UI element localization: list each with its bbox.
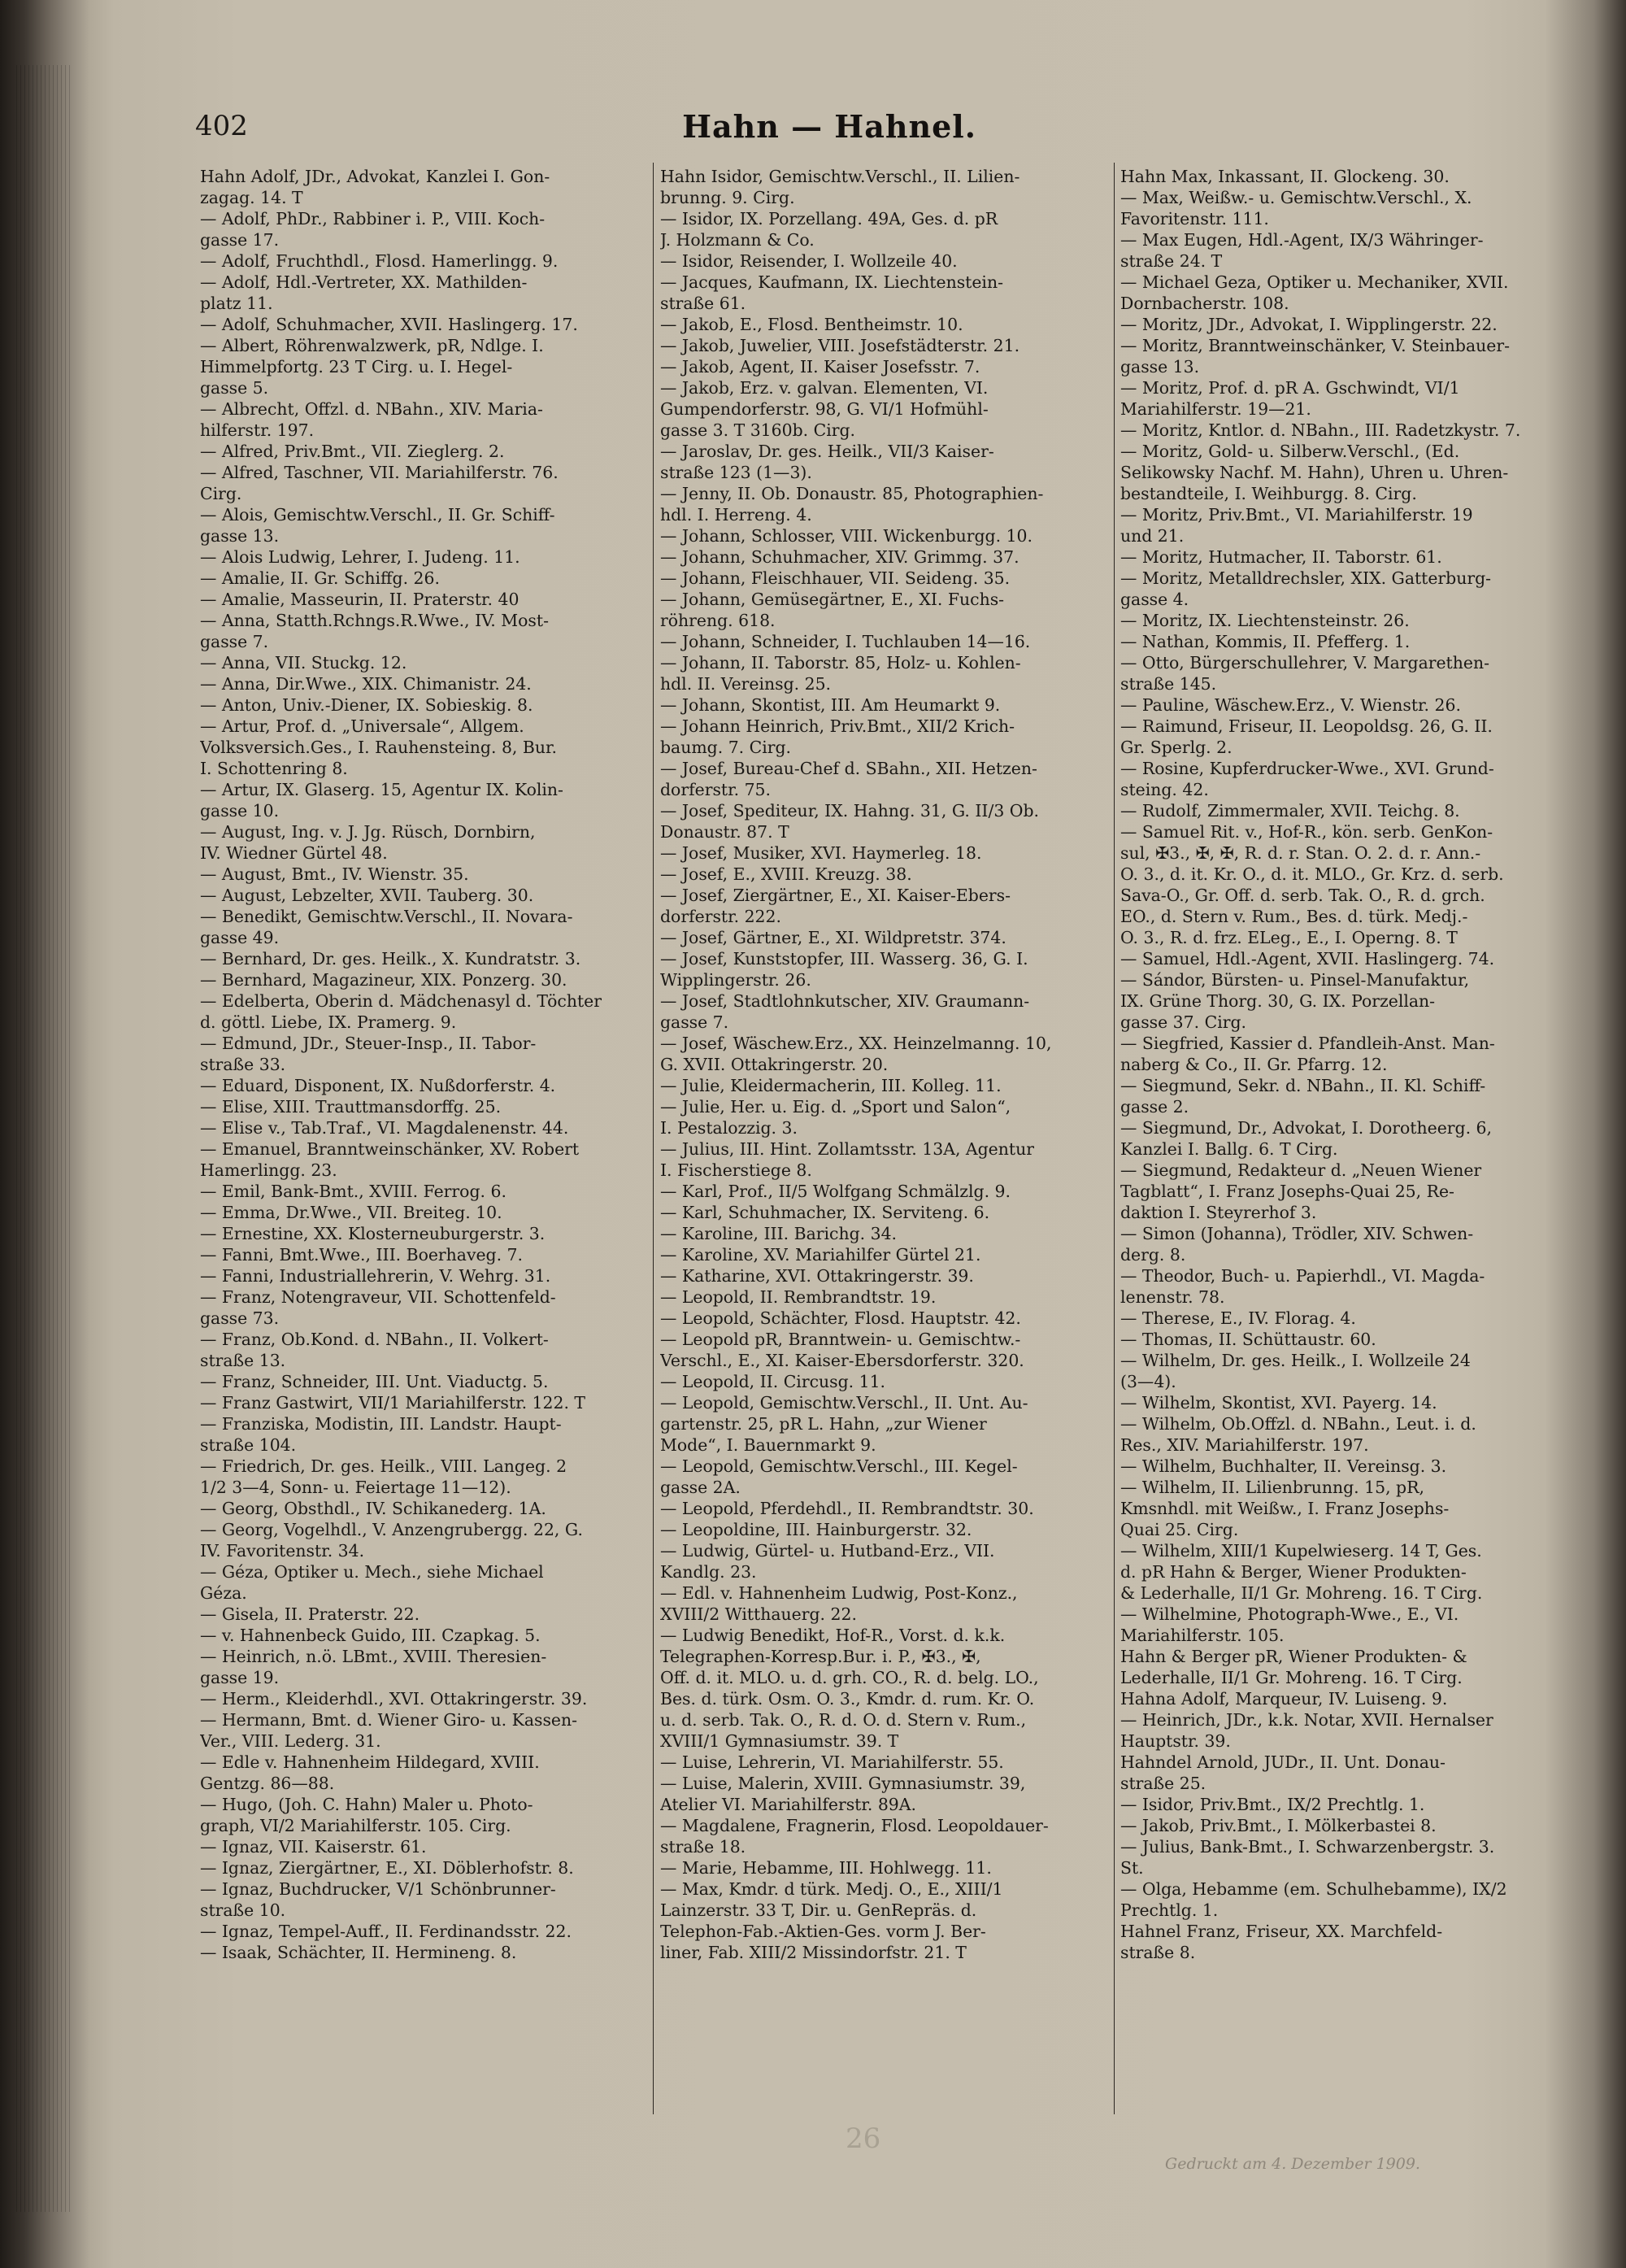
directory-entry-line: — Adolf, Fruchthdl., Flosd. Hamerlingg. 9. xyxy=(200,251,559,271)
directory-entry-line: — Sándor, Bürsten- u. Pinsel-Manufaktur, xyxy=(1120,970,1470,990)
directory-entry-line: — Wilhelm, XIII/1 Kupelwieserg. 14 T, Ges. xyxy=(1120,1541,1482,1561)
directory-entry-line: I. Schottenring 8. xyxy=(200,759,348,778)
directory-entry-line: — Adolf, Schuhmacher, XVII. Haslingerg. 17. xyxy=(200,315,578,334)
directory-entry-line: d. pR Hahn & Berger, Wiener Produkten- xyxy=(1120,1562,1467,1582)
directory-entry-line: — Rosine, Kupferdrucker-Wwe., XVI. Grund- xyxy=(1120,759,1494,778)
directory-entry-line: — Amalie, II. Gr. Schiffg. 26. xyxy=(200,568,440,588)
directory-entry-line: straße 18. xyxy=(660,1837,746,1857)
directory-entry-line: straße 61. xyxy=(660,294,746,313)
directory-entry-line: Bes. d. türk. Osm. O. 3., Kmdr. d. rum. Kr. O. xyxy=(660,1689,1035,1709)
directory-entry-line: bestandteile, I. Weihburgg. 8. Cirg. xyxy=(1120,484,1417,503)
directory-entry-line: röhreng. 618. xyxy=(660,611,776,630)
directory-entry-line: straße 123 (1—3). xyxy=(660,463,812,482)
directory-entry-line: Lederhalle, II/1 Gr. Mohreng. 16. T Cirg. xyxy=(1120,1668,1463,1687)
directory-entry-line: gasse 13. xyxy=(200,526,280,546)
directory-entry-line: Verschl., E., XI. Kaiser-Ebersdorferstr. 320. xyxy=(660,1351,1024,1370)
directory-entry-line: Himmelpfortg. 23 T Cirg. u. I. Hegel- xyxy=(200,357,513,377)
directory-entry-line: IX. Grüne Thorg. 30, G. IX. Porzellan- xyxy=(1120,991,1436,1011)
directory-entry-line: naberg & Co., II. Gr. Pfarrg. 12. xyxy=(1120,1055,1388,1074)
directory-entry-line: Volksversich.Ges., I. Rauhensteing. 8, Bur. xyxy=(200,738,557,757)
directory-entry-line: — Bernhard, Magazineur, XIX. Ponzerg. 30. xyxy=(200,970,567,990)
directory-entry-line: — Julie, Her. u. Eig. d. „Sport und Salon“, xyxy=(660,1097,1011,1117)
directory-entry-line: — Elise, XIII. Trauttmansdorffg. 25. xyxy=(200,1097,502,1117)
directory-entry-line: — Jakob, Erz. v. galvan. Elementen, VI. xyxy=(660,378,989,398)
directory-entry-line: Mode“, I. Bauernmarkt 9. xyxy=(660,1435,876,1455)
directory-entry-line: — Johann, Fleischhauer, VII. Seideng. 35. xyxy=(660,568,1011,588)
directory-entry-line: — Moritz, Priv.Bmt., VI. Mariahilferstr. 19 xyxy=(1120,505,1473,525)
directory-entry-line: — Franz, Notengraveur, VII. Schottenfeld- xyxy=(200,1287,556,1307)
page-header xyxy=(195,102,1463,150)
directory-entry-line: — Isaak, Schächter, II. Hermineng. 8. xyxy=(200,1943,517,1962)
directory-entry-line: straße 24. T xyxy=(1120,251,1223,271)
directory-entry-line: — Emil, Bank-Bmt., XVIII. Ferrog. 6. xyxy=(200,1182,506,1201)
directory-entry-line: — Simon (Johanna), Trödler, XIV. Schwen- xyxy=(1120,1224,1474,1243)
show-through-page-number: 26 xyxy=(846,2122,881,2155)
directory-entry-line: — Leopold pR, Branntwein- u. Gemischtw.- xyxy=(660,1330,1021,1349)
directory-entry-line: — Siegmund, Redakteur d. „Neuen Wiener xyxy=(1120,1160,1482,1180)
directory-entry-line: Quai 25. Cirg. xyxy=(1120,1520,1239,1539)
running-head: Hahn — Hahnel. xyxy=(682,108,976,145)
directory-entry-line: — Edelberta, Oberin d. Mädchenasyl d. Töchter xyxy=(200,991,602,1011)
directory-entry-line: — Johann, Gemüsegärtner, E., XI. Fuchs- xyxy=(660,590,1005,609)
directory-entry-line: — Alois, Gemischtw.Verschl., II. Gr. Schiff- xyxy=(200,505,555,525)
directory-entry-line: — Anna, Dir.Wwe., XIX. Chimanistr. 24. xyxy=(200,674,532,694)
directory-entry-line: — Johann, Schneider, I. Tuchlauben 14—16. xyxy=(660,632,1031,651)
directory-entry-line: Res., XIV. Mariahilferstr. 197. xyxy=(1120,1435,1369,1455)
directory-entry-line: gasse 49. xyxy=(200,928,280,947)
directory-entry-line: gasse 7. xyxy=(200,632,269,651)
directory-entry-line: Kandlg. 23. xyxy=(660,1562,757,1582)
directory-entry-line: — Benedikt, Gemischtw.Verschl., II. Novara- xyxy=(200,907,573,926)
directory-entry-line: — Isidor, IX. Porzellang. 49A, Ges. d. pR xyxy=(660,209,998,229)
directory-entry-line: — Samuel Rit. v., Hof-R., kön. serb. GenKon- xyxy=(1120,822,1493,842)
directory-entry-line: — Moritz, Metalldrechsler, XIX. Gatterburg- xyxy=(1120,568,1492,588)
directory-entry-line: Donaustr. 87. T xyxy=(660,822,789,842)
directory-entry-line: — Otto, Bürgerschullehrer, V. Margarethen- xyxy=(1120,653,1489,673)
directory-entry-line: dorferstr. 75. xyxy=(660,780,771,799)
directory-entry-line: — Michael Geza, Optiker u. Mechaniker, XVII. xyxy=(1120,272,1509,292)
directory-entry-line: u. d. serb. Tak. O., R. d. O. d. Stern v. Rum., xyxy=(660,1710,1027,1730)
directory-entry-line: — Josef, Ziergärtner, E., XI. Kaiser-Ebers- xyxy=(660,886,1011,905)
directory-entry-line: — Amalie, Masseurin, II. Praterstr. 40 xyxy=(200,590,520,609)
directory-entry-line: EO., d. Stern v. Rum., Bes. d. türk. Medj.- xyxy=(1120,907,1468,926)
directory-entry-line: Hauptstr. 39. xyxy=(1120,1731,1231,1751)
directory-entry-line: — Alfred, Priv.Bmt., VII. Zieglerg. 2. xyxy=(200,442,505,461)
directory-entry-line: — Franziska, Modistin, III. Landstr. Haupt- xyxy=(200,1414,562,1434)
directory-entry-line: — Friedrich, Dr. ges. Heilk., VIII. Langeg. 2 xyxy=(200,1456,567,1476)
directory-entry-line: — Leopold, Gemischtw.Verschl., III. Kegel- xyxy=(660,1456,1018,1476)
directory-entry-line: Kanzlei I. Ballg. 6. T Cirg. xyxy=(1120,1139,1338,1159)
directory-entry-line: — August, Ing. v. J. Jg. Rüsch, Dornbirn, xyxy=(200,822,536,842)
directory-entry-line: — Anna, VII. Stuckg. 12. xyxy=(200,653,407,673)
directory-entry-line: — Moritz, Branntweinschänker, V. Steinbauer- xyxy=(1120,336,1510,355)
print-date-stamp: Gedruckt am 4. Dezember 1909. xyxy=(1165,2155,1420,2173)
directory-entry-line: — Ignaz, Ziergärtner, E., XI. Döblerhofstr. 8. xyxy=(200,1858,574,1878)
directory-entry-line: — Anton, Univ.-Diener, IX. Sobieskig. 8. xyxy=(200,695,533,715)
directory-entry-line: Hamerlingg. 23. xyxy=(200,1160,337,1180)
directory-entry-line: Hahn Max, Inkassant, II. Glockeng. 30. xyxy=(1120,167,1450,186)
directory-entry-line: — Nathan, Kommis, II. Pfefferg. 1. xyxy=(1120,632,1411,651)
directory-entry-line: — Josef, E., XVIII. Kreuzg. 38. xyxy=(660,864,912,884)
directory-entry-line: — Heinrich, JDr., k.k. Notar, XVII. Hernalser xyxy=(1120,1710,1493,1730)
directory-entry-line: Ver., VIII. Lederg. 31. xyxy=(200,1731,381,1751)
directory-entry-line: — Ludwig, Gürtel- u. Hutband-Erz., VII. xyxy=(660,1541,995,1561)
directory-entry-line: — Franz, Schneider, III. Unt. Viaductg. 5. xyxy=(200,1372,549,1391)
directory-entry-line: & Lederhalle, II/1 Gr. Mohreng. 16. T Cirg. xyxy=(1120,1583,1483,1603)
directory-entry-line: — Emanuel, Branntweinschänker, XV. Robert xyxy=(200,1139,580,1159)
directory-entry-line: — Luise, Malerin, XVIII. Gymnasiumstr. 39, xyxy=(660,1774,1026,1793)
directory-entry-line: Hahndel Arnold, JUDr., II. Unt. Donau- xyxy=(1120,1752,1446,1772)
directory-entry-line: — Johann, Schuhmacher, XIV. Grimmg. 37. xyxy=(660,547,1020,567)
directory-entry-line: — Edle v. Hahnenheim Hildegard, XVIII. xyxy=(200,1752,540,1772)
directory-entry-line: Mariahilferstr. 105. xyxy=(1120,1626,1285,1645)
directory-entry-line: steing. 42. xyxy=(1120,780,1209,799)
directory-entry-line: — Moritz, Gold- u. Silberw.Verschl., (Ed. xyxy=(1120,442,1460,461)
directory-entry-line: derg. 8. xyxy=(1120,1245,1186,1265)
directory-entry-line: — Josef, Spediteur, IX. Hahng. 31, G. II/3 Ob. xyxy=(660,801,1040,821)
directory-entry-line: gasse 17. xyxy=(200,230,280,250)
directory-entry-line: St. xyxy=(1120,1858,1144,1878)
directory-entry-line: — Heinrich, n.ö. LBmt., XVIII. Theresien- xyxy=(200,1647,547,1666)
directory-entry-line: — Wilhelm, Ob.Offzl. d. NBahn., Leut. i. d. xyxy=(1120,1414,1476,1434)
directory-entry-line: — Moritz, JDr., Advokat, I. Wipplingerstr. 22. xyxy=(1120,315,1498,334)
directory-column-2 xyxy=(660,166,1103,2118)
directory-entry-line: IV. Wiedner Gürtel 48. xyxy=(200,843,388,863)
directory-entry-line: — Julius, III. Hint. Zollamtsstr. 13A, Agentur xyxy=(660,1139,1034,1159)
directory-entry-line: — Albrecht, Offzl. d. NBahn., XIV. Maria- xyxy=(200,399,543,419)
directory-entry-line: — Wilhelm, Buchhalter, II. Vereinsg. 3. xyxy=(1120,1456,1447,1476)
directory-entry-line: Géza. xyxy=(200,1583,247,1603)
directory-entry-line: — Ernestine, XX. Klosterneuburgerstr. 3. xyxy=(200,1224,546,1243)
directory-entry-line: — Julie, Kleidermacherin, III. Kolleg. 11. xyxy=(660,1076,1002,1095)
column-divider xyxy=(653,163,654,2114)
directory-entry-line: — Olga, Hebamme (em. Schulhebamme), IX/2 xyxy=(1120,1879,1507,1899)
directory-entry-line: — Raimund, Friseur, II. Leopoldsg. 26, G. II. xyxy=(1120,716,1493,736)
directory-entry-line: straße 10. xyxy=(200,1900,286,1920)
directory-entry-line: — Josef, Bureau-Chef d. SBahn., XII. Hetzen- xyxy=(660,759,1037,778)
directory-entry-line: — Karl, Schuhmacher, IX. Serviteng. 6. xyxy=(660,1203,990,1222)
directory-entry-line: — Luise, Lehrerin, VI. Mariahilferstr. 55. xyxy=(660,1752,1004,1772)
directory-entry-line: — Franz Gastwirt, VII/1 Mariahilferstr. 122. T xyxy=(200,1393,586,1413)
directory-entry-line: — Pauline, Wäschew.Erz., V. Wienstr. 26. xyxy=(1120,695,1461,715)
directory-entry-line: — Elise v., Tab.Traf., VI. Magdalenenstr. 44. xyxy=(200,1118,569,1138)
directory-entry-line: — v. Hahnenbeck Guido, III. Czapkag. 5. xyxy=(200,1626,541,1645)
directory-entry-line: — Moritz, Hutmacher, II. Taborstr. 61. xyxy=(1120,547,1442,567)
directory-entry-line: — Wilhelm, II. Lilienbrunng. 15, pR, xyxy=(1120,1478,1424,1497)
directory-entry-line: 1/2 3—4, Sonn- u. Feiertage 11—12). xyxy=(200,1478,511,1497)
directory-entry-line: — Josef, Musiker, XVI. Haymerleg. 18. xyxy=(660,843,982,863)
directory-entry-line: — Isidor, Priv.Bmt., IX/2 Prechtlg. 1. xyxy=(1120,1795,1425,1814)
directory-entry-line: — Herm., Kleiderhdl., XVI. Ottakringerstr. 39. xyxy=(200,1689,588,1709)
directory-entry-line: — Fanni, Bmt.Wwe., III. Boerhaveg. 7. xyxy=(200,1245,524,1265)
directory-entry-line: Gentzg. 86—88. xyxy=(200,1774,335,1793)
directory-entry-line: — Albert, Röhrenwalzwerk, pR, Ndlge. I. xyxy=(200,336,544,355)
directory-entry-line: Selikowsky Nachf. M. Hahn), Uhren u. Uhren- xyxy=(1120,463,1509,482)
directory-entry-line: sul, ✠3., ✠, ✠, R. d. r. Stan. O. 2. d. r. Ann.- xyxy=(1120,843,1481,863)
directory-entry-line: Off. d. it. MLO. u. d. grh. CO., R. d. belg. LO., xyxy=(660,1668,1039,1687)
directory-entry-line: hdl. II. Vereinsg. 25. xyxy=(660,674,832,694)
directory-entry-line: gasse 10. xyxy=(200,801,280,821)
directory-entry-line: Mariahilferstr. 19—21. xyxy=(1120,399,1311,419)
directory-entry-line: — Karoline, III. Barichg. 34. xyxy=(660,1224,898,1243)
page-number: 402 xyxy=(195,110,248,142)
directory-entry-line: — Franz, Ob.Kond. d. NBahn., II. Volkert- xyxy=(200,1330,549,1349)
directory-entry-line: straße 8. xyxy=(1120,1943,1196,1962)
directory-entry-line: Telegraphen-Korresp.Bur. i. P., ✠3., ✠, xyxy=(660,1647,981,1666)
directory-entry-line: — Hermann, Bmt. d. Wiener Giro- u. Kassen- xyxy=(200,1710,578,1730)
directory-entry-line: gasse 3. T 3160b. Cirg. xyxy=(660,420,856,440)
directory-entry-line: hilferstr. 197. xyxy=(200,420,315,440)
directory-entry-line: — Leopold, II. Circusg. 11. xyxy=(660,1372,886,1391)
directory-entry-line: — Johann Heinrich, Priv.Bmt., XII/2 Krich- xyxy=(660,716,1015,736)
directory-entry-line: I. Fischerstiege 8. xyxy=(660,1160,812,1180)
directory-entry-line: — Magdalene, Fragnerin, Flosd. Leopoldauer- xyxy=(660,1816,1049,1835)
directory-entry-line: gasse 5. xyxy=(200,378,269,398)
directory-entry-line: — Fanni, Industriallehrerin, V. Wehrg. 31. xyxy=(200,1266,551,1286)
directory-entry-line: — August, Lebzelter, XVII. Tauberg. 30. xyxy=(200,886,534,905)
directory-entry-line: — Hugo, (Joh. C. Hahn) Maler u. Photo- xyxy=(200,1795,533,1814)
directory-entry-line: straße 104. xyxy=(200,1435,297,1455)
directory-entry-line: — Ignaz, Tempel-Auff., II. Ferdinandsstr. 22. xyxy=(200,1922,572,1941)
directory-entry-line: gasse 2A. xyxy=(660,1478,741,1497)
directory-entry-line: Cirg. xyxy=(200,484,242,503)
directory-entry-line: — Leopoldine, III. Hainburgerstr. 32. xyxy=(660,1520,972,1539)
directory-entry-line: gasse 4. xyxy=(1120,590,1189,609)
directory-entry-line: J. Holzmann & Co. xyxy=(660,230,815,250)
directory-entry-line: — Leopold, Gemischtw.Verschl., II. Unt. Au- xyxy=(660,1393,1028,1413)
directory-entry-line: gasse 2. xyxy=(1120,1097,1189,1117)
directory-entry-line: platz 11. xyxy=(200,294,273,313)
directory-entry-line: — Leopold, Schächter, Flosd. Hauptstr. 42. xyxy=(660,1308,1021,1328)
directory-entry-line: — Artur, IX. Glaserg. 15, Agentur IX. Kolin- xyxy=(200,780,563,799)
directory-entry-line: — Leopold, II. Rembrandtstr. 19. xyxy=(660,1287,937,1307)
directory-entry-line: — Thomas, II. Schüttaustr. 60. xyxy=(1120,1330,1376,1349)
directory-entry-line: — Ignaz, VII. Kaiserstr. 61. xyxy=(200,1837,427,1857)
directory-entry-line: straße 25. xyxy=(1120,1774,1206,1793)
directory-entry-line: baumg. 7. Cirg. xyxy=(660,738,792,757)
directory-entry-line: — Gisela, II. Praterstr. 22. xyxy=(200,1604,420,1624)
directory-entry-line: — Siegfried, Kassier d. Pfandleih-Anst. Man- xyxy=(1120,1034,1495,1053)
directory-entry-line: — Wilhelmine, Photograph-Wwe., E., VI. xyxy=(1120,1604,1459,1624)
directory-entry-line: Wipplingerstr. 26. xyxy=(660,970,811,990)
directory-entry-line: — Bernhard, Dr. ges. Heilk., X. Kundratstr. 3. xyxy=(200,949,581,969)
directory-entry-line: — Karl, Prof., II/5 Wolfgang Schmälzlg. 9. xyxy=(660,1182,1011,1201)
directory-entry-line: — Ignaz, Buchdrucker, V/1 Schönbrunner- xyxy=(200,1879,556,1899)
directory-entry-line: — Jakob, Juwelier, VIII. Josefstädterstr. 21. xyxy=(660,336,1020,355)
directory-entry-line: — Jaroslav, Dr. ges. Heilk., VII/3 Kaiser- xyxy=(660,442,994,461)
directory-entry-line: — Jakob, E., Flosd. Bentheimstr. 10. xyxy=(660,315,963,334)
directory-entry-line: — Karoline, XV. Mariahilfer Gürtel 21. xyxy=(660,1245,981,1265)
directory-entry-line: Gr. Sperlg. 2. xyxy=(1120,738,1233,757)
directory-entry-line: — Artur, Prof. d. „Universale“, Allgem. xyxy=(200,716,524,736)
directory-entry-line: zagag. 14. T xyxy=(200,188,303,207)
directory-entry-line: G. XVII. Ottakringerstr. 20. xyxy=(660,1055,889,1074)
directory-entry-line: XVIII/1 Gymnasiumstr. 39. T xyxy=(660,1731,899,1751)
directory-entry-line: straße 33. xyxy=(200,1055,286,1074)
directory-entry-line: gasse 13. xyxy=(1120,357,1200,377)
directory-entry-line: Hahn Isidor, Gemischtw.Verschl., II. Lilien- xyxy=(660,167,1020,186)
directory-entry-line: — Katharine, XVI. Ottakringerstr. 39. xyxy=(660,1266,974,1286)
directory-entry-line: — Edmund, JDr., Steuer-Insp., II. Tabor- xyxy=(200,1034,537,1053)
directory-entry-line: — Wilhelm, Skontist, XVI. Payerg. 14. xyxy=(1120,1393,1437,1413)
directory-entry-line: — Moritz, IX. Liechtensteinstr. 26. xyxy=(1120,611,1410,630)
directory-entry-line: — Max, Kmdr. d türk. Medj. O., E., XIII/1 xyxy=(660,1879,1003,1899)
directory-entry-line: — Jakob, Agent, II. Kaiser Josefsstr. 7. xyxy=(660,357,980,377)
directory-entry-line: — August, Bmt., IV. Wienstr. 35. xyxy=(200,864,469,884)
directory-entry-line: daktion I. Steyrerhof 3. xyxy=(1120,1203,1317,1222)
directory-entry-line: Dornbacherstr. 108. xyxy=(1120,294,1289,313)
directory-entry-line: — Emma, Dr.Wwe., VII. Breiteg. 10. xyxy=(200,1203,502,1222)
directory-column-3 xyxy=(1120,166,1563,2118)
directory-entry-line: — Jacques, Kaufmann, IX. Liechtenstein- xyxy=(660,272,1003,292)
directory-entry-line: lenenstr. 78. xyxy=(1120,1287,1225,1307)
directory-entry-line: gasse 19. xyxy=(200,1668,280,1687)
directory-entry-line: XVIII/2 Witthauerg. 22. xyxy=(660,1604,857,1624)
directory-entry-line: — Marie, Hebamme, III. Hohlwegg. 11. xyxy=(660,1858,992,1878)
directory-entry-line: Lainzerstr. 33 T, Dir. u. GenRepräs. d. xyxy=(660,1900,977,1920)
directory-entry-line: (3—4). xyxy=(1120,1372,1176,1391)
directory-entry-line: — Leopold, Pferdehdl., II. Rembrandtstr. 30. xyxy=(660,1499,1034,1518)
directory-entry-line: Prechtlg. 1. xyxy=(1120,1900,1219,1920)
directory-entry-line: IV. Favoritenstr. 34. xyxy=(200,1541,365,1561)
directory-entry-line: Hahn Adolf, JDr., Advokat, Kanzlei I. Gon- xyxy=(200,167,550,186)
directory-entry-line: — Josef, Gärtner, E., XI. Wildpretstr. 374. xyxy=(660,928,1006,947)
directory-entry-line: — Rudolf, Zimmermaler, XVII. Teichg. 8. xyxy=(1120,801,1460,821)
directory-column-1 xyxy=(200,166,643,2118)
directory-entry-line: O. 3., R. d. frz. ELeg., E., I. Operng. 8. T xyxy=(1120,928,1458,947)
directory-entry-line: — Johann, Schlosser, VIII. Wickenburgg. 10. xyxy=(660,526,1033,546)
directory-entry-line: O. 3., d. it. Kr. O., d. it. MLO., Gr. Krz. d. serb. xyxy=(1120,864,1504,884)
directory-entry-line: — Max Eugen, Hdl.-Agent, IX/3 Währinger- xyxy=(1120,230,1484,250)
directory-entry-line: — Wilhelm, Dr. ges. Heilk., I. Wollzeile 24 xyxy=(1120,1351,1471,1370)
directory-entry-line: — Theodor, Buch- u. Papierhdl., VI. Magda- xyxy=(1120,1266,1485,1286)
directory-entry-line: — Josef, Wäschew.Erz., XX. Heinzelmanng. 10, xyxy=(660,1034,1052,1053)
directory-entry-line: gasse 7. xyxy=(660,1012,729,1032)
directory-entry-line: liner, Fab. XIII/2 Missindorfstr. 21. T xyxy=(660,1943,967,1962)
directory-entry-line: — Moritz, Kntlor. d. NBahn., III. Radetzkystr. 7. xyxy=(1120,420,1521,440)
page-stack-edge xyxy=(16,65,73,2212)
directory-entry-line: — Alfred, Taschner, VII. Mariahilferstr. 76. xyxy=(200,463,559,482)
directory-entry-line: — Georg, Obsthdl., IV. Schikanederg. 1A. xyxy=(200,1499,546,1518)
directory-entry-line: — Johann, Skontist, III. Am Heumarkt 9. xyxy=(660,695,1001,715)
directory-entry-line: Tagblatt“, I. Franz Josephs-Quai 25, Re- xyxy=(1120,1182,1454,1201)
directory-entry-line: straße 145. xyxy=(1120,674,1217,694)
directory-entry-line: — Josef, Kunststopfer, III. Wasserg. 36, G. I. xyxy=(660,949,1028,969)
directory-entry-line: gasse 73. xyxy=(200,1308,280,1328)
directory-entry-line: — Edl. v. Hahnenheim Ludwig, Post-Konz., xyxy=(660,1583,1018,1603)
directory-entry-line: — Géza, Optiker u. Mech., siehe Michael xyxy=(200,1562,544,1582)
directory-entry-line: d. göttl. Liebe, IX. Pramerg. 9. xyxy=(200,1012,457,1032)
directory-entry-line: — Therese, E., IV. Florag. 4. xyxy=(1120,1308,1356,1328)
directory-entry-line: — Moritz, Prof. d. pR A. Gschwindt, VI/1 xyxy=(1120,378,1460,398)
directory-entry-line: Favoritenstr. 111. xyxy=(1120,209,1269,229)
directory-entry-line: — Anna, Statth.Rchngs.R.Wwe., IV. Most- xyxy=(200,611,549,630)
directory-entry-line: — Julius, Bank-Bmt., I. Schwarzenbergstr. 3. xyxy=(1120,1837,1495,1857)
directory-entry-line: — Siegmund, Dr., Advokat, I. Dorotheerg. 6, xyxy=(1120,1118,1492,1138)
directory-entry-line: — Alois Ludwig, Lehrer, I. Judeng. 11. xyxy=(200,547,520,567)
directory-entry-line: — Ludwig Benedikt, Hof-R., Vorst. d. k.k. xyxy=(660,1626,1006,1645)
directory-entry-line: — Siegmund, Sekr. d. NBahn., II. Kl. Schiff- xyxy=(1120,1076,1486,1095)
directory-entry-line: — Adolf, Hdl.-Vertreter, XX. Mathilden- xyxy=(200,272,528,292)
directory-entry-line: dorferstr. 222. xyxy=(660,907,781,926)
directory-entry-line: Sava-O., Gr. Off. d. serb. Tak. O., R. d. grch. xyxy=(1120,886,1485,905)
directory-entry-line: gasse 37. Cirg. xyxy=(1120,1012,1247,1032)
directory-entry-line: Kmsnhdl. mit Weißw., I. Franz Josephs- xyxy=(1120,1499,1450,1518)
directory-entry-line: I. Pestalozzig. 3. xyxy=(660,1118,798,1138)
directory-entry-line: Hahn & Berger pR, Wiener Produkten- & xyxy=(1120,1647,1467,1666)
directory-entry-line: — Eduard, Disponent, IX. Nußdorferstr. 4. xyxy=(200,1076,556,1095)
directory-entry-line: — Adolf, PhDr., Rabbiner i. P., VIII. Koch- xyxy=(200,209,546,229)
directory-entry-line: gartenstr. 25, pR L. Hahn, „zur Wiener xyxy=(660,1414,987,1434)
directory-entry-line: brunng. 9. Cirg. xyxy=(660,188,795,207)
directory-entry-line: Hahnel Franz, Friseur, XX. Marchfeld- xyxy=(1120,1922,1443,1941)
directory-entry-line: — Jenny, II. Ob. Donaustr. 85, Photographien- xyxy=(660,484,1044,503)
directory-entry-line: Hahna Adolf, Marqueur, IV. Luiseng. 9. xyxy=(1120,1689,1448,1709)
directory-entry-line: graph, VI/2 Mariahilferstr. 105. Cirg. xyxy=(200,1816,511,1835)
directory-entry-line: — Samuel, Hdl.-Agent, XVII. Haslingerg. 74. xyxy=(1120,949,1495,969)
directory-entry-line: Gumpendorferstr. 98, G. VI/1 Hofmühl- xyxy=(660,399,989,419)
directory-entry-line: und 21. xyxy=(1120,526,1185,546)
directory-entry-line: hdl. I. Herreng. 4. xyxy=(660,505,812,525)
directory-entry-line: — Max, Weißw.- u. Gemischtw.Verschl., X. xyxy=(1120,188,1472,207)
directory-entry-line: — Josef, Stadtlohnkutscher, XIV. Graumann- xyxy=(660,991,1030,1011)
column-divider xyxy=(1114,163,1115,2114)
directory-entry-line: — Georg, Vogelhdl., V. Anzengrubergg. 22, G. xyxy=(200,1520,583,1539)
directory-entry-line: Atelier VI. Mariahilferstr. 89A. xyxy=(660,1795,916,1814)
directory-entry-line: — Johann, II. Taborstr. 85, Holz- u. Kohlen- xyxy=(660,653,1021,673)
directory-entry-line: — Isidor, Reisender, I. Wollzeile 40. xyxy=(660,251,958,271)
directory-entry-line: — Jakob, Priv.Bmt., I. Mölkerbastei 8. xyxy=(1120,1816,1437,1835)
directory-entry-line: Telephon-Fab.-Aktien-Ges. vorm J. Ber- xyxy=(660,1922,986,1941)
directory-entry-line: straße 13. xyxy=(200,1351,286,1370)
